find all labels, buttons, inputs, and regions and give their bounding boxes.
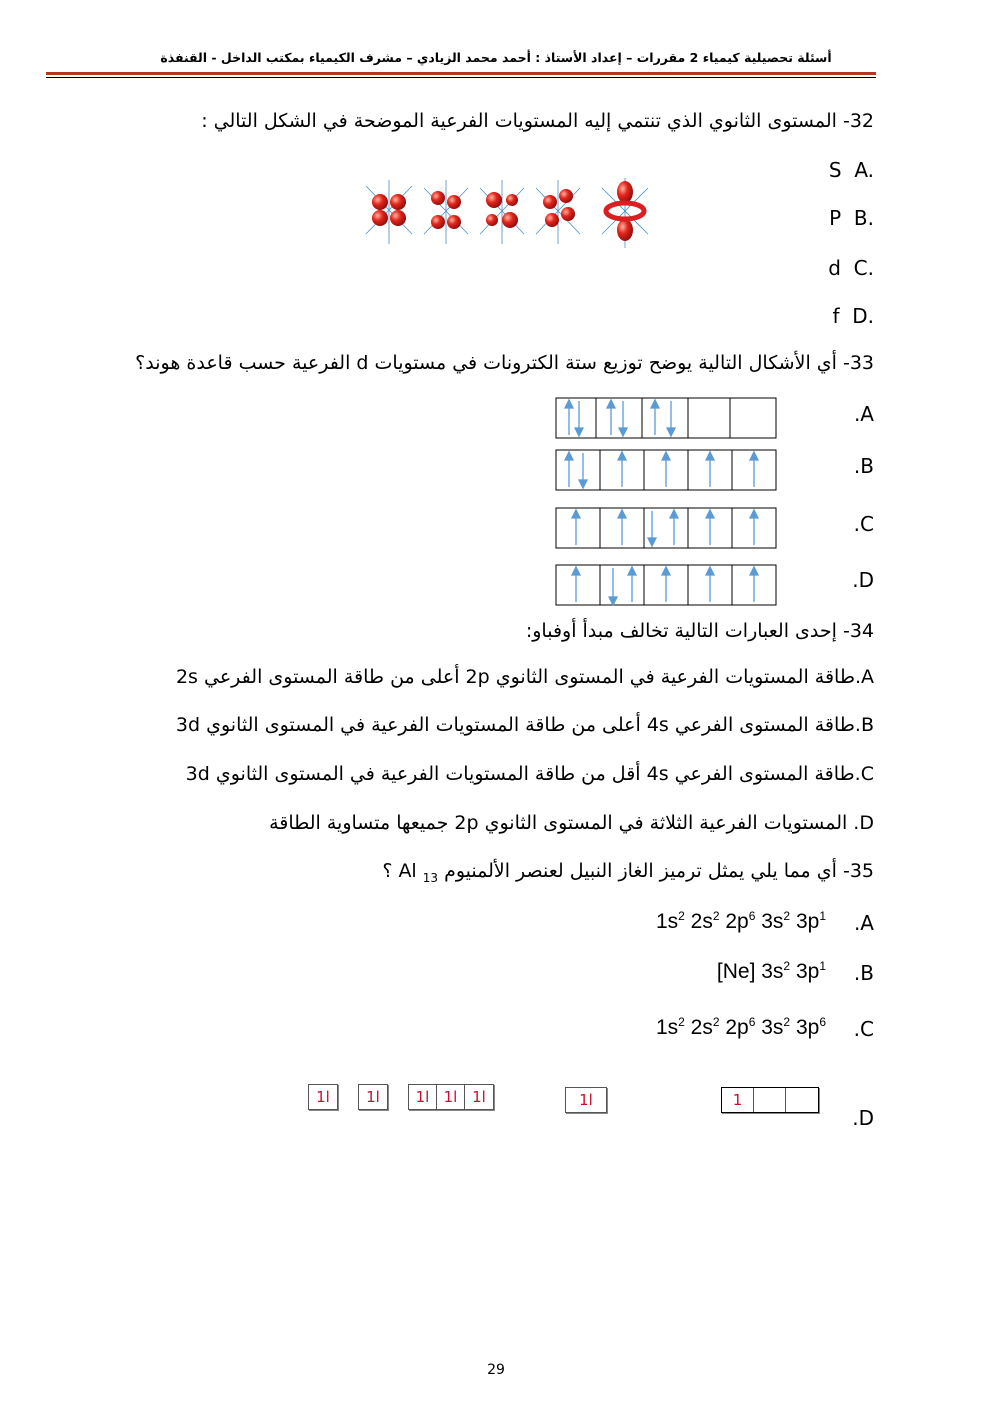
- orbital-cell: [754, 1088, 786, 1112]
- question-32: 32- المستوى الثانوي الذي تنتمي إليه المستويات الفرعية الموضحة في الشكل التالي :: [201, 110, 874, 132]
- dxy-orbital-icon: [366, 180, 412, 244]
- orbital-cell: 1l: [579, 1091, 593, 1109]
- q35-option-a-letter[interactable]: .A: [853, 911, 874, 935]
- d-orbitals-figure: [358, 178, 658, 248]
- cfg-sup: 6: [748, 909, 756, 923]
- cfg-part: 1s: [655, 910, 679, 933]
- cfg-sup: 2: [712, 1015, 720, 1029]
- cfg-sup: 2: [783, 959, 791, 973]
- q32-option-d[interactable]: [832, 304, 874, 328]
- q35-d-box-1s[interactable]: [308, 1084, 338, 1110]
- orbital-cell: 1: [722, 1088, 754, 1112]
- q32-option-b-text: P: [829, 206, 842, 230]
- q35-d-box-3p[interactable]: [721, 1087, 819, 1113]
- cfg-part: 2s: [684, 1016, 713, 1039]
- q33-orbital-diagram-d[interactable]: [555, 564, 777, 606]
- q32-option-b[interactable]: [829, 206, 874, 230]
- cfg-part: 3p: [790, 1016, 820, 1039]
- page-header: أسئلة تحصيلية كيمياء 2 مقررات – إعداد الأستاذ : أحمد محمد الزيادي – مشرف الكيمياء بمكتب الداخل - القنفذة: [160, 50, 832, 65]
- q32-option-a[interactable]: [829, 158, 874, 182]
- q32-option-a-letter: A.: [854, 158, 874, 182]
- q34-option-d[interactable]: D. المستويات الفرعية الثلاثة في المستوى الثانوي 2p جميعها متساوية الطاقة: [269, 812, 874, 834]
- q32-option-b-letter: B.: [853, 206, 874, 230]
- cfg-sup: 2: [783, 1015, 791, 1029]
- cfg-part: 3s: [755, 910, 784, 933]
- cfg-part: 3p: [790, 960, 820, 983]
- cfg-part: 2p: [719, 1016, 749, 1039]
- orbital-cell: 1l: [316, 1088, 330, 1106]
- q33-option-b-letter[interactable]: .B: [853, 454, 874, 478]
- cfg-part: 2s: [684, 910, 713, 933]
- q35-d-box-2s[interactable]: [358, 1084, 388, 1110]
- question-34: 34- إحدى العبارات التالية تخالف مبدأ أوفباو:: [525, 620, 874, 642]
- header-rule: [46, 72, 876, 75]
- question-35-text: 35- أي مما يلي يمثل ترميز الغاز النبيل لعنصر الألمنيوم Al: [398, 860, 874, 882]
- cfg-part: 2p: [719, 910, 749, 933]
- q35-option-c-letter[interactable]: .C: [853, 1017, 874, 1041]
- cfg-part: [Ne] 3s: [716, 960, 784, 983]
- q32-option-c-letter: C.: [853, 256, 874, 280]
- q33-option-c-letter[interactable]: .C: [853, 512, 874, 536]
- q34-option-a[interactable]: A.طاقة المستويات الفرعية في المستوى الثانوي 2p أعلى من طاقة المستوى الفرعي 2s: [175, 666, 874, 688]
- cfg-part: 3p: [790, 910, 820, 933]
- q34-option-b[interactable]: B.طاقة المستوى الفرعي 4s أعلى من طاقة المستويات الفرعية في المستوى الثانوي 3d: [175, 714, 874, 736]
- q34-option-c[interactable]: C.طاقة المستوى الفرعي 4s أقل من طاقة المستويات الفرعية في المستوى الثانوي 3d: [185, 763, 874, 785]
- q35-option-b-letter[interactable]: .B: [853, 961, 874, 985]
- orbital-cell: 1l: [409, 1085, 437, 1109]
- cfg-sup: 2: [783, 909, 791, 923]
- orbital-cell: 1l: [472, 1088, 486, 1106]
- cfg-sup: 2: [712, 909, 720, 923]
- cfg-sup: 6: [819, 1015, 826, 1029]
- cfg-sup: 1: [819, 959, 826, 973]
- orbital-cell: 1l: [437, 1085, 465, 1109]
- question-33: 33- أي الأشكال التالية يوضح توزيع ستة الكترونات في مستويات d الفرعية حسب قاعدة هوند؟: [135, 352, 874, 374]
- orbital-cell: [786, 1088, 818, 1112]
- q35-option-b-config[interactable]: [717, 959, 826, 984]
- q35-option-d-letter[interactable]: .D: [852, 1106, 874, 1130]
- orbital-cell: 1l: [366, 1088, 380, 1106]
- page-number: 29: [487, 1362, 505, 1378]
- dz2-orbital-icon: [602, 178, 648, 248]
- q33-orbital-diagram-c[interactable]: [555, 507, 777, 549]
- cfg-sup: 2: [678, 909, 685, 923]
- q32-option-d-text: f: [832, 304, 840, 328]
- question-35-atomic-number: 13: [422, 870, 439, 885]
- q32-option-c-text: d: [828, 256, 841, 280]
- dxz-orbital-icon: [480, 180, 524, 244]
- cfg-part: 1s: [655, 1016, 679, 1039]
- q35-d-box-2p[interactable]: [408, 1084, 494, 1110]
- q32-option-d-letter: D.: [852, 304, 874, 328]
- q33-option-d-letter[interactable]: .D: [852, 568, 874, 592]
- q32-option-a-text: S: [828, 158, 842, 182]
- q33-orbital-diagram-a[interactable]: [555, 397, 777, 439]
- q35-d-box-3s[interactable]: [565, 1087, 607, 1113]
- cfg-sup: 6: [748, 1015, 756, 1029]
- q35-option-a-config[interactable]: [656, 909, 826, 934]
- question-35: [382, 860, 874, 885]
- q33-option-a-letter[interactable]: .A: [853, 402, 874, 426]
- cfg-sup: 1: [819, 909, 826, 923]
- dx2y2-orbital-icon: [536, 180, 580, 244]
- cfg-sup: 2: [678, 1015, 685, 1029]
- q32-option-c[interactable]: [828, 256, 874, 280]
- question-35-qmark: ؟: [382, 860, 399, 882]
- q35-option-c-config[interactable]: [656, 1015, 826, 1040]
- header-rule-thin: [46, 77, 876, 78]
- q33-orbital-diagram-b[interactable]: [555, 449, 777, 491]
- cfg-part: 3s: [755, 1016, 784, 1039]
- dyz-orbital-icon: [424, 180, 468, 244]
